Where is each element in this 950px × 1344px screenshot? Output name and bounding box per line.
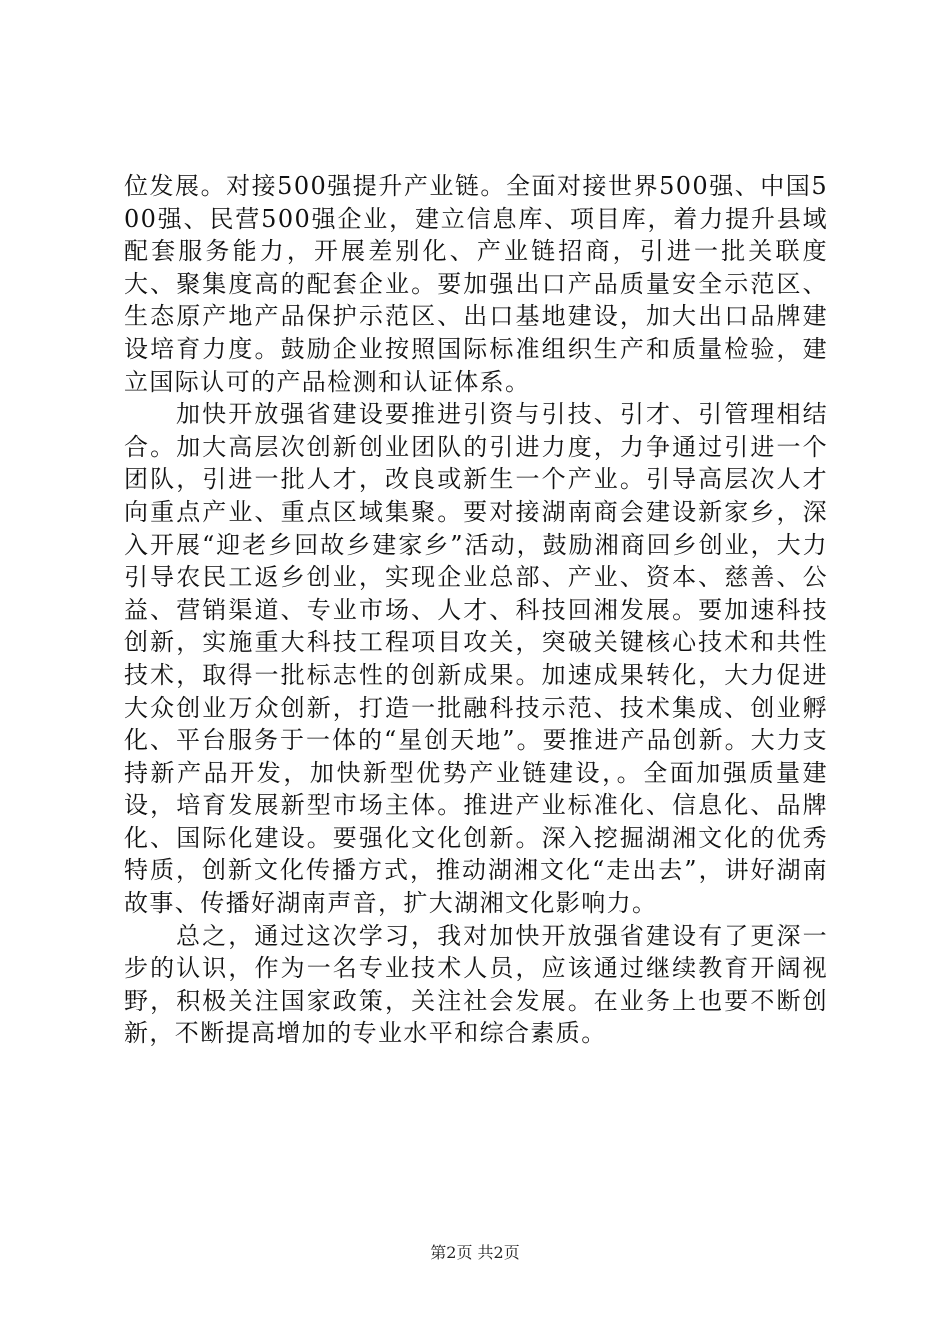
page-footer: 第2页 共2页 bbox=[430, 1243, 520, 1262]
paragraph-3: 总之，通过这次学习，我对加快开放强省建设有了更深一步的认识，作为一名专业技术人员，应该通过继续教育开阔视野，积极关注国家政策，关注社会发展。在业务上也要不断创新，不断提高增加的专业水平和综合素质。 bbox=[124, 921, 828, 1048]
paragraph-1: 位发展。对接500强提升产业链。全面对接世界500强、中国500强、民营500强企业，建立信息库、项目库，着力提升县域配套服务能力，开展差别化、产业链招商，引进一批关联度大、聚集度高的配套企业。要加强出口产品质量安全示范区、生态原产地产品保护示范区、出口基地建设，加大出口品牌建设培育力度。鼓励企业按照国际标准组织生产和质量检验，建立国际认可的产品检测和认证体系。 bbox=[124, 172, 828, 396]
paragraph-2: 加快开放强省建设要推进引资与引技、引才、引管理相结合。加大高层次创新创业团队的引进力度，力争通过引进一个团队，引进一批人才，改良或新生一个产业。引导高层次人才向重点产业、重点区域集聚。要对接湖南商会建设新家乡，深入开展“迎老乡回故乡建家乡”活动，鼓励湘商回乡创业，大力引导农民工返乡创业，实现企业总部、产业、资本、慈善、公益、营销渠道、专业市场、人才、科技回湘发展。要加速科技创新，实施重大科技工程项目攻关，突破关键核心技术和共性技术，取得一批标志性的创新成果。加速成果转化，大力促进大众创业万众创新，打造一批融科技示范、技术集成、创业孵化、平台服务于一体的“星创天地”。要推进产品创新。大力支持新产品开发，加快新型优势产业链建设，。全面加强质量建设，培育发展新型市场主体。推进产业标准化、信息化、品牌化、国际化建设。要强化文化创新。深入挖掘湖湘文化的优秀特质，创新文化传播方式，推动湖湘文化“走出去”，讲好湖南故事、传播好湖南声音，扩大湖湘文化影响力。 bbox=[124, 400, 828, 918]
document-body bbox=[124, 170, 828, 1050]
